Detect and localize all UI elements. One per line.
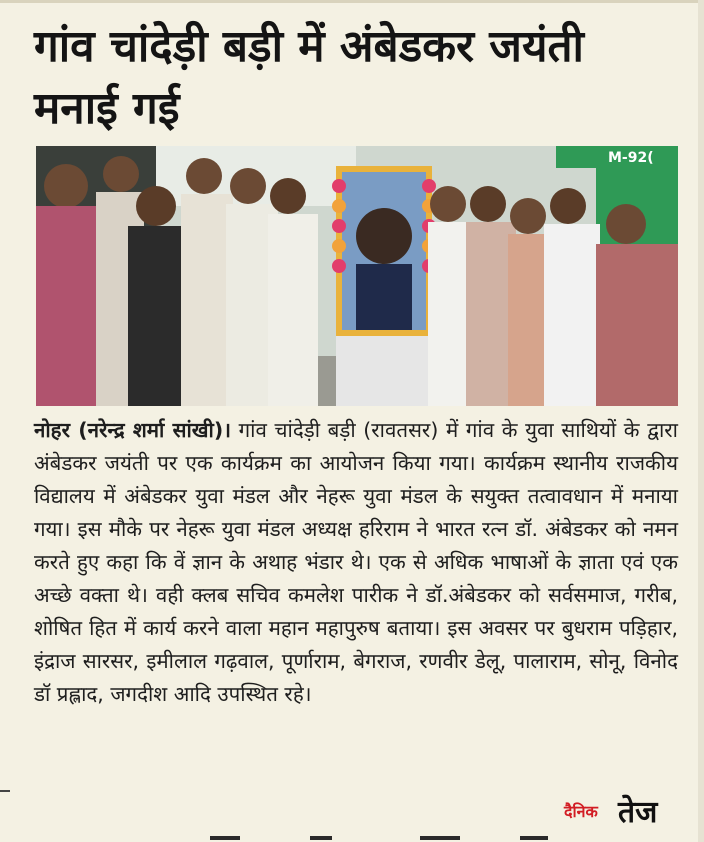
article-body	[34, 414, 678, 711]
page-right-edge	[698, 0, 704, 842]
source-prefix: दैनिक	[564, 802, 598, 821]
article-text: गांव चांदेड़ी बड़ी (रावतसर) में गांव के युवा साथियों के द्वारा अंबेडकर जयंती पर एक कार्यक्रम का आयोजन किया गया। कार्यक्रम स्थानीय राजकीय विद्यालय में अंबेडकर युवा मंडल और नेहरू युवा मंडल के सयुक्त तत्वावधान में मनाया गया। इस मौके पर नेहरू युवा मंडल अध्यक्ष हरिराम ने भारत रत्न डॉ. अंबेडकर को नमन करते हुए कहा कि वें ज्ञान के अथाह भंडार थे। एक से अधिक भाषाओं के ज्ञाता एवं एक अच्छे वक्ता थे। वही क्लब सचिव कमलेश पारीक ने डॉ.अंबेडकर को सर्वसमाज, गरीब, शोषित हित में कार्य करने वाला महान महापुरुष बताया। इस अवसर पर बुधराम पड़िहार, इंद्राज सारसर, इमीलाल गढ़वाल, पूर्णाराम, बेगराज, रणवीर डेलू, पालाराम, सोनू, विनोद डॉ प्रह्लाद, जगदीश आदि उपस्थित रहे।	[34, 418, 678, 706]
banner-text: M-92(	[608, 150, 654, 166]
source-logo: तेज	[618, 795, 658, 830]
headline-line-1: गांव चांदेड़ी बड़ी में अंबेडकर जयंती	[34, 21, 584, 72]
group-photo-illustration	[36, 146, 678, 406]
margin-mark	[0, 790, 10, 792]
cut-off-next-article	[0, 832, 704, 842]
headline	[34, 16, 674, 140]
article-byline: नोहर (नरेन्द्र शर्मा सांखी)।	[34, 418, 231, 442]
page-top-rule	[0, 0, 704, 3]
headline-line-2: मनाई गई	[34, 83, 180, 134]
news-photo	[36, 146, 678, 406]
